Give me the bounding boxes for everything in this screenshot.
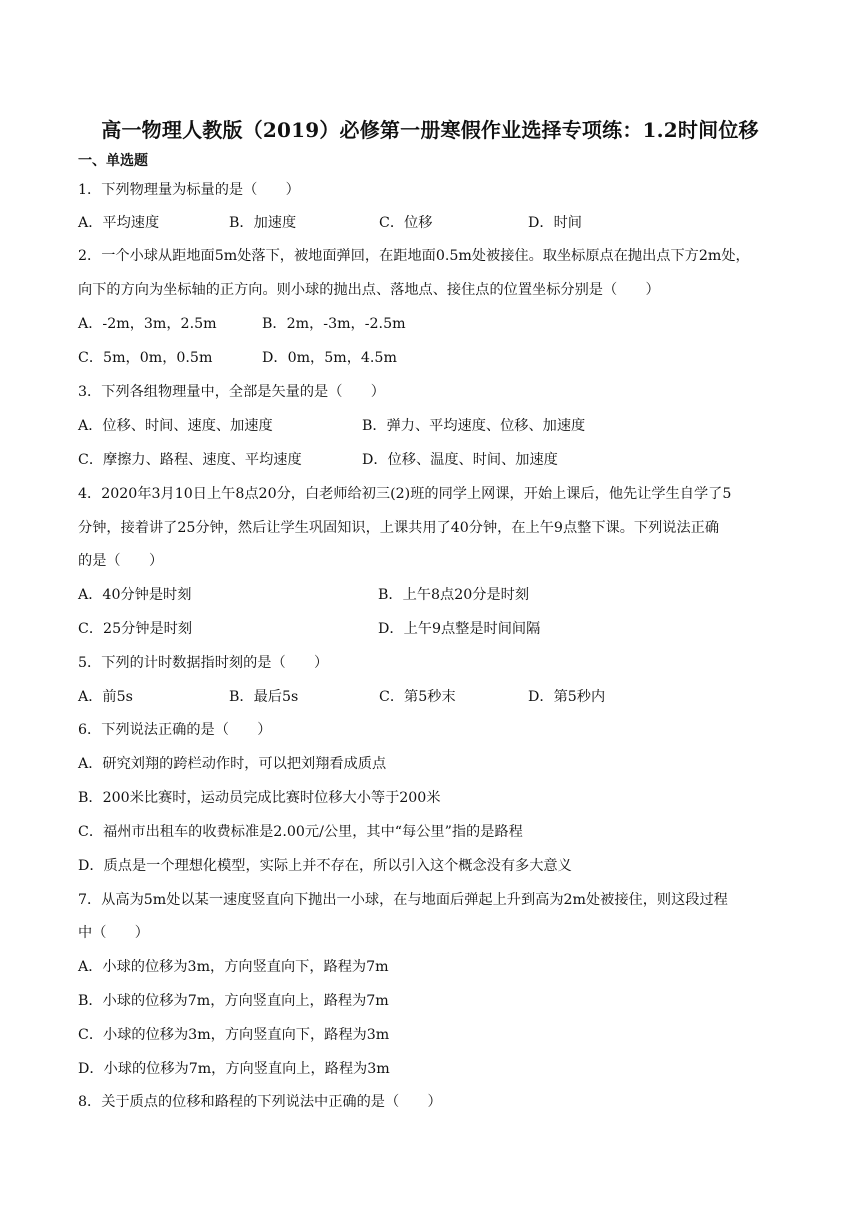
question-7-stem-line-2: 中（ ） — [78, 925, 149, 941]
q7-option-b: B．小球的位移为7m，方向竖直向上，路程为7m — [78, 993, 389, 1009]
q1-option-a: A．平均速度 — [78, 215, 160, 231]
q4-option-c: C．25分钟是时刻 — [78, 621, 193, 637]
q7-option-d: D．小球的位移为7m，方向竖直向上，路程为3m — [78, 1061, 390, 1077]
question-4-stem-line-2: 分钟，接着讲了25分钟，然后让学生巩固知识，上课共用了40分钟，在上午9点整下课。下列说法正确 — [78, 520, 720, 536]
question-4-stem-line-1: 4．2020年3月10日上午8点20分，白老师给初三(2)班的同学上网课，开始上课后，他先让学生自学了5 — [78, 486, 732, 502]
q2-option-d: D．0m，5m，4.5m — [262, 350, 397, 366]
q4-option-d: D．上午9点整是时间间隔 — [378, 621, 541, 637]
q6-option-c: C．福州市出租车的收费标准是2.00元/公里，其中“每公里”指的是路程 — [78, 824, 523, 840]
q3-option-c: C．摩擦力、路程、速度、平均速度 — [78, 452, 302, 468]
q3-option-d: D．位移、温度、时间、加速度 — [362, 452, 558, 468]
document-title: 高一物理人教版（2019）必修第一册寒假作业选择专项练：1.2时间位移 — [101, 118, 759, 142]
question-6-stem: 6．下列说法正确的是（ ） — [78, 722, 272, 738]
q1-option-c: C．位移 — [379, 215, 433, 231]
q2-option-a: A．-2m，3m，2.5m — [78, 316, 217, 332]
question-8-stem: 8．关于质点的位移和路程的下列说法中正确的是（ ） — [78, 1094, 442, 1110]
q5-option-a: A．前5s — [78, 689, 133, 705]
question-4-stem-line-3: 的是（ ） — [78, 553, 164, 569]
section-heading: 一、单选题 — [78, 153, 148, 169]
q5-option-b: B．最后5s — [229, 689, 299, 705]
q7-option-a: A．小球的位移为3m，方向竖直向下，路程为7m — [78, 959, 389, 975]
question-2-stem-line-1: 2．一个小球从距地面5m处落下，被地面弹回，在距地面0.5m处被接住。取坐标原点在抛出点下方2m处， — [78, 248, 750, 264]
question-5-stem: 5．下列的计时数据指时刻的是（ ） — [78, 655, 329, 671]
q2-option-c: C．5m，0m，0.5m — [78, 350, 213, 366]
q4-option-b: B．上午8点20分是时刻 — [378, 587, 530, 603]
question-7-stem-line-1: 7．从高为5m处以某一速度竖直向下抛出一小球，在与地面后弹起上升到高为2m处被接住，则这段过程 — [78, 892, 728, 908]
q3-option-a: A．位移、时间、速度、加速度 — [78, 418, 273, 434]
q5-option-d: D．第5秒内 — [528, 689, 606, 705]
q2-option-b: B．2m，-3m，-2.5m — [262, 316, 406, 332]
question-2-stem-line-2: 向下的方向为坐标轴的正方向。则小球的抛出点、落地点、接住点的位置坐标分别是（ ） — [78, 282, 660, 298]
q3-option-b: B．弹力、平均速度、位移、加速度 — [362, 418, 586, 434]
q6-option-d: D．质点是一个理想化模型，实际上并不存在，所以引入这个概念没有多大意义 — [78, 858, 572, 874]
q6-option-b: B．200米比赛时，运动员完成比赛时位移大小等于200米 — [78, 790, 441, 806]
q6-option-a: A．研究刘翔的跨栏动作时，可以把刘翔看成质点 — [78, 756, 387, 772]
question-3-stem: 3．下列各组物理量中，全部是矢量的是（ ） — [78, 384, 385, 400]
q1-option-d: D．时间 — [528, 215, 582, 231]
q1-option-b: B．加速度 — [229, 215, 297, 231]
q5-option-c: C．第5秒末 — [379, 689, 456, 705]
q7-option-c: C．小球的位移为3m，方向竖直向下，路程为3m — [78, 1027, 390, 1043]
question-1-stem: 1．下列物理量为标量的是（ ） — [78, 182, 300, 198]
q4-option-a: A．40分钟是时刻 — [78, 587, 192, 603]
